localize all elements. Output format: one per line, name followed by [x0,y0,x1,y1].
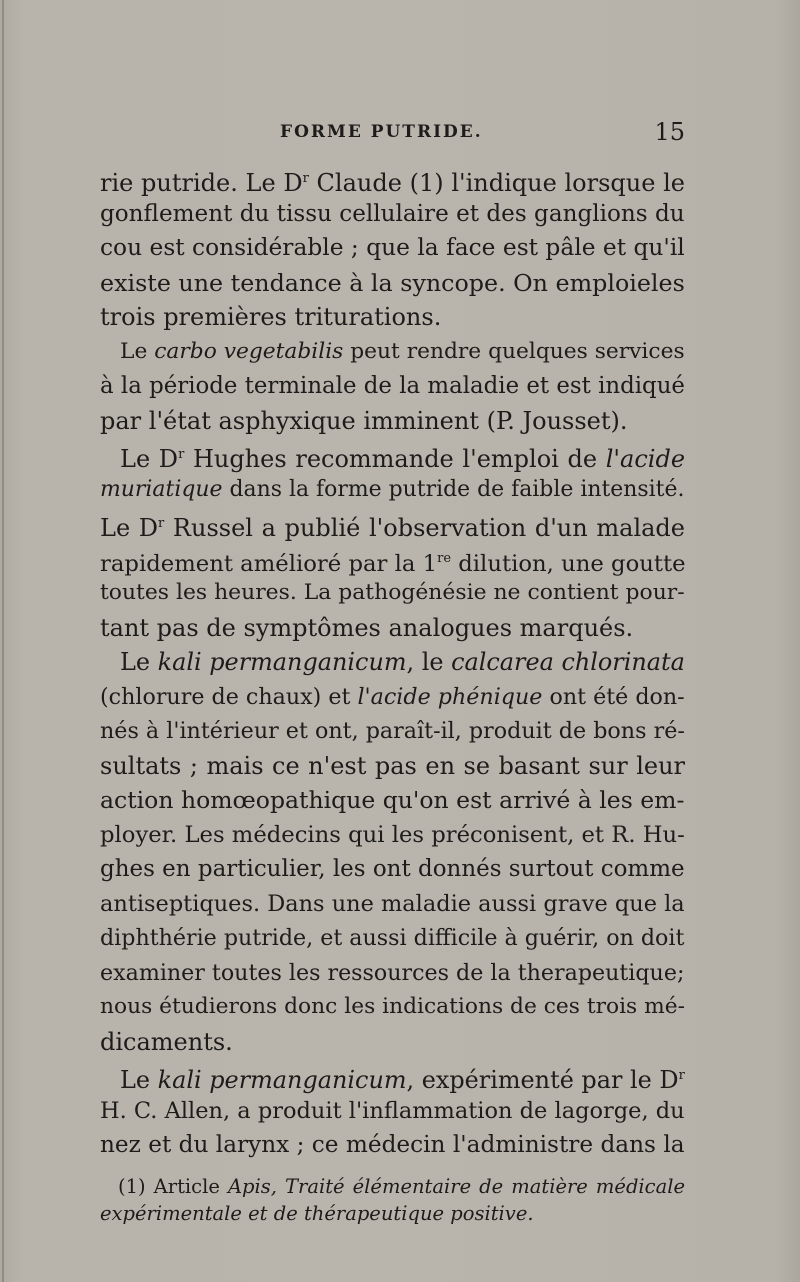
italic-term: expérimentale et de thérapeutique positive. [100,1202,534,1225]
text-span: Le [120,648,158,676]
text-span: existe une tendance à la syncope. On emploieles [100,268,685,297]
text-span: action homœopathique qu'on est arrivé à les em- [100,786,685,814]
italic-term: muriatique [100,476,223,502]
text-line [100,335,685,370]
superscript: r [302,171,309,186]
text-span: tant pas de symptômes analogues marqués. [100,613,634,642]
text-line [100,714,685,749]
text-line [100,645,685,680]
text-line [100,887,685,922]
footnote [100,1173,685,1227]
text-segment [120,645,685,680]
text-line [100,231,685,266]
text-line [100,197,685,232]
text-segment [100,473,684,508]
page-gutter-edge [2,0,4,1282]
text-span: ghes en particulier, les ont donnés surtout comme [100,856,685,882]
text-segment [120,438,685,473]
text-line [100,783,685,818]
text-line [100,300,685,335]
text-span: rapidement amélioré par la 1 [100,550,438,577]
text-span: Hughes recommande l'emploi de [184,445,606,473]
text-span: gonflement du tissu cellulaire et des ganglions du [100,200,685,227]
text-span: peut rendre quelques services [343,338,685,364]
text-span: sultats ; mais ce n'est pas en se basant sur leur [100,751,685,780]
text-span: dilution, une goutte [451,550,686,577]
italic-term: carbo vegetabilis [154,338,344,364]
text-span: toutes les heures. La pathogénésie ne contient pour- [100,580,685,605]
superscript: re [437,550,452,566]
text-span: antiseptiques. Dans une maladie aussi grave que la [100,890,685,917]
text-segment [120,335,685,370]
text-line [100,680,685,715]
text-line [100,990,685,1025]
text-line [100,1025,685,1060]
text-line [100,749,685,784]
text-line [100,1128,685,1163]
superscript: r [178,447,185,462]
page-number: 15 [654,118,685,146]
body-text [100,162,685,1163]
text-segment [100,542,686,577]
text-line [100,956,685,991]
text-span: dans la forme putride de faible intensité. [222,476,685,502]
text-span: rie putride. Le D [100,169,303,197]
text-line [100,576,685,611]
superscript: r [678,1068,685,1083]
text-line [100,162,685,197]
footnote-line [100,1200,685,1227]
text-span: ont été don- [542,683,685,710]
text-span: H. C. Allen, a produit l'inflammation de lagorge, du [100,1097,685,1124]
text-span: nez et du larynx ; ce médecin l'administre dans la [100,1131,685,1158]
text-line [100,921,685,956]
text-span: dicaments. [100,1027,233,1056]
text-line [100,266,685,301]
running-head [100,118,685,148]
text-line [100,507,685,542]
text-span: Russel a publié l'observation d'un malade [164,514,685,542]
italic-term: kali permanganicum [157,1066,407,1094]
text-line [100,473,685,508]
italic-term: kali permanganicum [157,648,407,676]
text-line [100,1094,685,1129]
text-line [100,1059,685,1094]
text-line [100,818,685,853]
footnote-line [100,1173,685,1200]
text-span: (chlorure de chaux) et [100,683,358,710]
text-segment [100,162,685,197]
text-span: Claude (1) l'indique lorsque le [308,169,685,197]
text-line [100,369,685,404]
text-span: diphthérie putride, et aussi difficile à guérir, on doit [100,925,685,951]
text-span: cou est considérable ; que la face est pâle et qu'il [100,234,685,261]
text-segment [120,1059,685,1094]
text-line [100,611,685,646]
text-span: ployer. Les médecins qui les préconisent, et R. Hu- [100,821,685,848]
text-span: Le D [100,514,159,542]
superscript: r [158,516,165,531]
text-span: nous étudierons donc les indications de ces trois mé- [100,994,685,1019]
text-line [100,404,685,439]
text-span: examiner toutes les ressources de la therapeutique; [100,959,685,986]
text-segment [100,507,685,542]
text-span: Le [120,338,155,364]
text-segment [100,680,685,715]
text-line [100,852,685,887]
italic-term: calcarea chlorinata [451,648,685,676]
text-span: , le [406,648,452,676]
text-span: (1) Article [118,1175,228,1198]
text-span: nés à l'intérieur et ont, paraît-il, produit de bons ré- [100,718,685,744]
text-span: Le D [120,445,179,473]
running-title: FORME PUTRIDE. [280,122,483,142]
italic-term: l'acide phénique [357,683,543,710]
text-line [100,542,685,577]
text-span: par l'état asphyxique imminent (P. Jousset). [100,406,628,435]
italic-term: Apis, Traité élémentaire de matière médicale [227,1175,685,1198]
text-segment [118,1173,685,1200]
italic-term: l'acide [605,445,686,473]
text-span: trois premières triturations. [100,303,442,331]
text-line [100,438,685,473]
text-span: Le [120,1066,158,1094]
text-span: à la période terminale de la maladie et est indiqué [100,373,685,399]
text-span: , expérimenté par le D [406,1066,679,1094]
